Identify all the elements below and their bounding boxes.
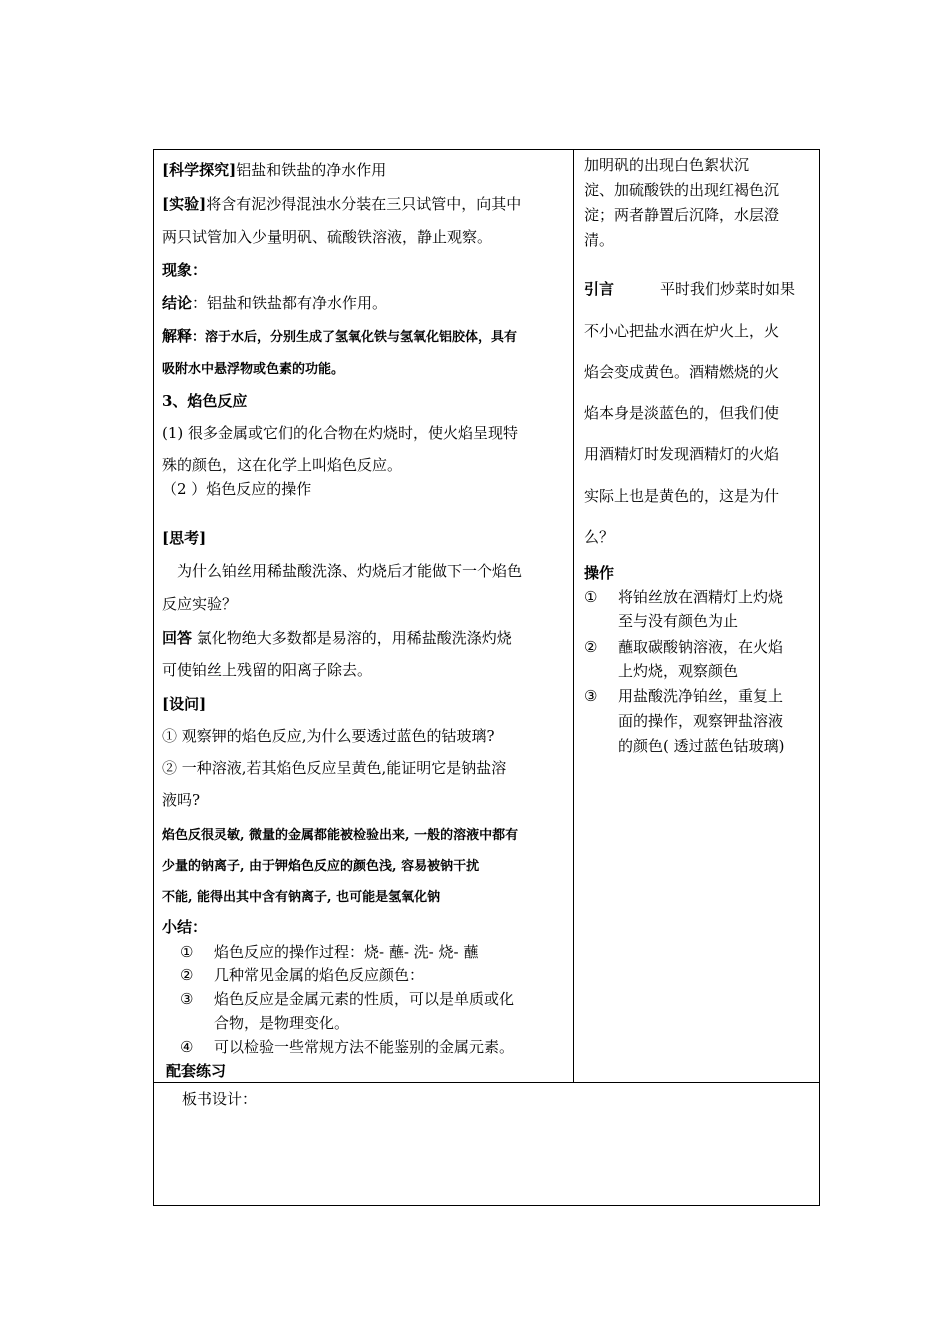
line-definition-cont: 殊的颜色，这在化学上叫焰色反应。 — [162, 456, 403, 474]
summary-item: ④ 可以检验一些常规方法不能鉴别的金属元素。 — [180, 1038, 515, 1056]
line-answer-1: 焰色反很灵敏, 微量的金属都能被检验出来, 一般的溶液中都有 — [162, 828, 519, 843]
line-answer-1-cont: 少量的钠离子, 由于钾焰色反应的颜色浅, 容易被钠干扰 — [162, 859, 480, 874]
operation-step: ② 蘸取碳酸钠溶液，在火焰 — [584, 638, 784, 656]
r-line: 用酒精灯时发现酒精灯的火焰 — [584, 445, 780, 463]
summary-item: ① 焰色反应的操作过程：烧- 蘸- 洗- 烧- 蘸 — [180, 943, 479, 961]
practice-title: 配套练习 — [166, 1062, 227, 1080]
line-explanation-cont: 吸附水中悬浮物或色素的功能。 — [162, 362, 345, 377]
line-science-inquiry: [科学探究]铝盐和铁盐的净水作用 — [162, 161, 387, 179]
line-think-question: 为什么铂丝用稀盐酸洗涤、灼烧后才能做下一个焰色 — [162, 562, 523, 580]
line-experiment: [实验]将含有泥沙得混浊水分装在三只试管中，向其中 — [162, 195, 522, 213]
r-line: 不小心把盐水洒在炉火上，火 — [584, 322, 780, 340]
board-design-label: 板书设计： — [182, 1090, 258, 1108]
summary-title: 小结： — [162, 918, 208, 936]
line-think: [思考] — [162, 529, 207, 547]
line-explanation: 解释：溶于水后，分别生成了氢氧化铁与氢氧化铝胶体，具有 — [162, 327, 518, 345]
summary-item: ③ 焰色反应是金属元素的性质，可以是单质或化 — [180, 990, 515, 1008]
operation-step: ① 将铂丝放在酒精灯上灼烧 — [584, 588, 784, 606]
summary-item: 合物，是物理变化。 — [214, 1014, 350, 1032]
r-line: 淀、加硫酸铁的出现红褐色沉 — [584, 181, 780, 199]
summary-item: ② 几种常见金属的焰色反应颜色： — [180, 966, 425, 984]
r-line: 焰本身是淡蓝色的，但我们使 — [584, 404, 780, 422]
line-operation-heading: （2 ）焰色反应的操作 — [162, 480, 312, 498]
line-phenomenon: 现象： — [162, 261, 208, 279]
line-question-set: [设问] — [162, 695, 207, 713]
line-think-question-cont: 反应实验？ — [162, 595, 238, 613]
operation-title: 操作 — [584, 564, 615, 582]
r-line: 加明矾的出现白色絮状沉 — [584, 156, 750, 174]
line-answer-2: 不能, 能得出其中含有钠离子, 也可能是氢氧化钠 — [162, 890, 441, 905]
line-definition: (1) 很多金属或它们的化合物在灼烧时，使火焰呈现特 — [162, 424, 519, 442]
r-line: 焰会变成黄色。酒精燃烧的火 — [584, 363, 780, 381]
r-line: 清。 — [584, 231, 615, 249]
line-answer-cont: 可使铂丝上残留的阳离子除去。 — [162, 661, 373, 679]
lesson-table — [153, 149, 820, 1206]
line-question-1: ① 观察钾的焰色反应,为什么要透过蓝色的钴玻璃? — [162, 727, 495, 745]
line-question-2: ② 一种溶液,若其焰色反应呈黄色,能证明它是钠盐溶 — [162, 759, 507, 777]
intro-line: 引言 平时我们炒菜时如果 — [584, 280, 796, 298]
r-line: 淀；两者静置后沉降，水层澄 — [584, 206, 780, 224]
line-conclusion: 结论：铝盐和铁盐都有净水作用。 — [162, 294, 388, 312]
r-line: 么？ — [584, 528, 615, 546]
line-experiment-cont: 两只试管加入少量明矾、硫酸铁溶液，静止观察。 — [162, 228, 493, 246]
operation-step: 面的操作，观察钾盐溶液 — [618, 712, 784, 730]
line-answer: 回答 氯化物绝大多数都是易溶的，用稀盐酸洗涤灼烧 — [162, 629, 512, 647]
operation-step: 至与没有颜色为止 — [618, 612, 739, 630]
operation-step: ③ 用盐酸洗净铂丝，重复上 — [584, 687, 784, 705]
operation-step: 上灼烧，观察颜色 — [618, 662, 739, 680]
operation-step: 的颜色( 透过蓝色钴玻璃) — [618, 737, 785, 755]
line-question-2-cont: 液吗? — [162, 791, 201, 809]
row-divider — [154, 1082, 819, 1083]
heading-flame-reaction: 3、焰色反应 — [162, 392, 248, 410]
column-divider — [573, 150, 574, 1082]
r-line: 实际上也是黄色的，这是为什 — [584, 487, 780, 505]
